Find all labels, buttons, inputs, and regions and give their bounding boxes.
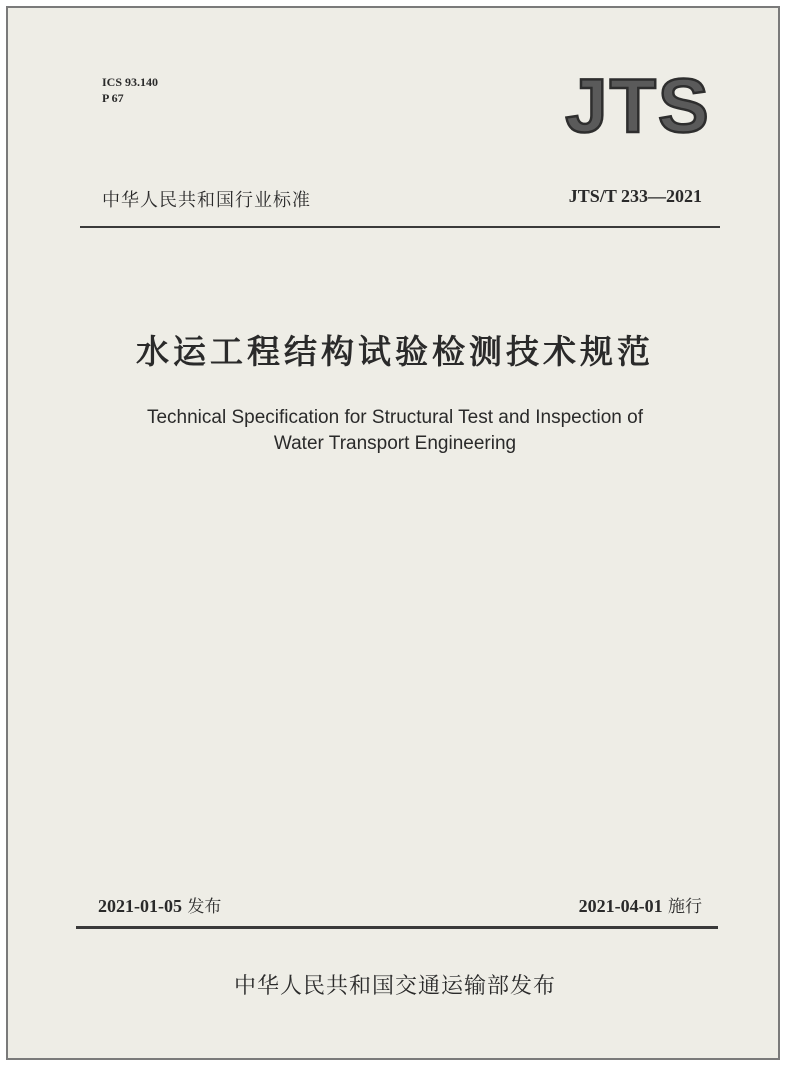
logo-text: JTS xyxy=(565,64,711,146)
implementation-date xyxy=(579,892,702,917)
issue-date-label: 发布 xyxy=(187,897,222,917)
issue-date-value: 2021-01-05 xyxy=(98,896,182,916)
category-code: P 67 xyxy=(102,91,124,105)
title-english xyxy=(8,405,782,457)
issue-date xyxy=(98,892,221,917)
implementation-date-value: 2021-04-01 xyxy=(578,896,663,916)
document-cover xyxy=(6,6,780,1060)
jts-logo xyxy=(546,62,726,146)
ics-code: ICS 93.140 xyxy=(102,75,159,89)
standard-code: JTS/T 233—2021 xyxy=(568,186,702,206)
top-divider xyxy=(80,226,720,228)
publisher: 中华人民共和国交通运输部发布 xyxy=(233,974,556,999)
classification-codes xyxy=(102,74,158,106)
bottom-divider xyxy=(76,926,718,929)
standard-type: 中华人民共和国行业标准 xyxy=(102,190,311,211)
title-english-line-2: Water Transport Engineering xyxy=(273,433,517,454)
implementation-date-label: 施行 xyxy=(668,897,702,917)
title-chinese: 水运工程结构试验检测技术规范 xyxy=(136,332,654,371)
title-english-line-1: Technical Specification for Structural Test and Inspection of xyxy=(146,407,644,428)
